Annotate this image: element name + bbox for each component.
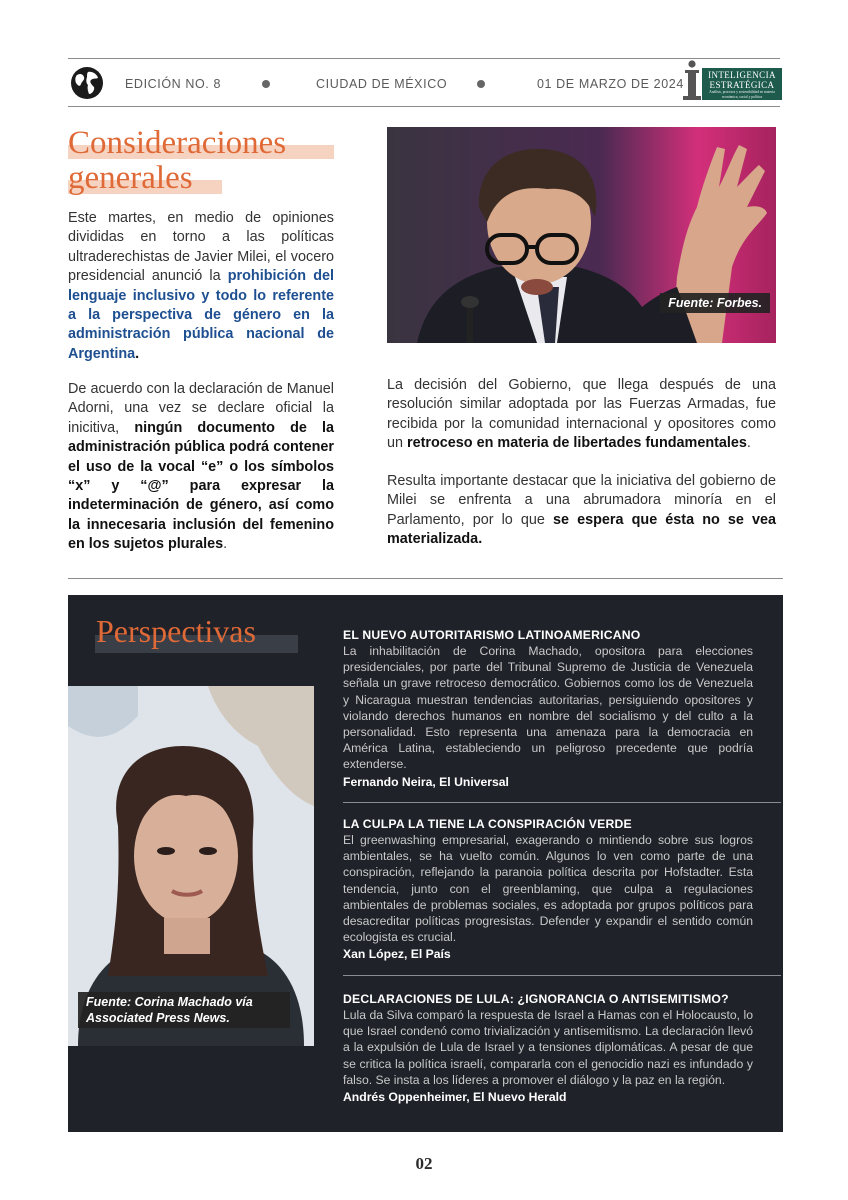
separator-dot [262, 80, 270, 88]
logo-line1: INTELIGENCIA [708, 70, 776, 80]
milei-photo [387, 127, 776, 343]
text-run: . [478, 531, 483, 548]
text-run: De acuerdo con la declaración de Manuel Adorni, una vez se declare oficial la inicitiva, [68, 381, 334, 436]
logo-text-box [702, 68, 782, 100]
title-line-2-text: generales [68, 160, 193, 196]
text-run: Resulta importante destacar que la iniciativa del gobierno de Milei se enfrenta a una abrumadora minoría en el Parlamento, por lo que [387, 473, 776, 528]
city: CIUDAD DE MÉXICO [316, 77, 448, 91]
article-headline: LA CULPA LA TIENE LA CONSPIRACIÓN VERDE [343, 817, 632, 831]
separator-dot [477, 80, 485, 88]
text-run: . [746, 435, 751, 452]
perspectivas-panel [68, 595, 783, 1132]
title-line-1-text: Consideraciones [68, 125, 287, 161]
inteligencia-estrategica-logo [682, 60, 782, 102]
article-body: La inhabilitación de Corina Machado, opositora para elecciones presidenciales, por parte del Tribunal Supremo de Justicia de Venezuela señala un grave retroceso democrático. Gobiernos como los de Venezuela y Nicaragua muestran tendencias autoritarias, persiguiendo opositores y violando derechos humanos en nombre del socialismo y del culto a la personalidad. Esto representa una amenaza para la democracia en América Latina, estableciendo un peligroso precedente que podría extenderse. [343, 644, 753, 772]
declaration-paragraph [68, 380, 334, 555]
article-2 [343, 816, 753, 962]
bold-text: retroceso en materia de libertades fundamentales [407, 435, 747, 452]
title-line-2 [68, 161, 348, 196]
parliament-paragraph [387, 472, 776, 550]
page-number: 02 [415, 1154, 433, 1173]
text-run: . [135, 345, 140, 362]
photo-caption-line1: Fuente: Corina Machado vía [86, 995, 253, 1009]
article-author: Xan López, El País [343, 947, 451, 962]
globe-icon [70, 66, 104, 100]
logo-line2: ESTRATÉGICA [709, 80, 775, 90]
article-1 [343, 627, 753, 790]
section-divider [68, 578, 783, 579]
bold-text: ningún documento de la administración pública podrá contener el uso de la vocal “e” o los símbolos “x” y “@” para expresar la indeterminación de género, así como la innecesaria inclusión del femenino en los sujetos plurales [68, 419, 334, 553]
text-run: Este martes, en medio de opiniones divididas en torno a las políticas ultraderechistas de Javier Milei, el vocero presidencial anunció la [68, 210, 334, 285]
bold-text: se espera que ésta no se vea materializada [387, 511, 776, 548]
article-headline: DECLARACIONES DE LULA: ¿IGNORANCIA O ANTISEMITISMO? [343, 992, 729, 1006]
perspectivas-title: Perspectivas [96, 613, 256, 649]
article-body: Lula da Silva comparó la respuesta de Israel a Hamas con el Holocausto, lo que Israel condenó como trivialización y antisemitismo. La declaración llevó a la expulsión de Lula de Israel y a tensiones diplomáticas. A pesar de que se critica la política israelí, compararla con el genocidio nazi es infundado y falso. Se insta a los líderes a promover el diálogo y la paz en la región. [343, 1008, 753, 1087]
article-divider [343, 975, 781, 976]
intro-paragraph [68, 209, 334, 364]
highlight-text: prohibición del lenguaje inclusivo y todo lo referente a la perspectiva de género en la administración pública nacional de Argentina [68, 268, 334, 362]
photo-caption-line2: Associated Press News. [86, 1011, 230, 1025]
article-3 [343, 991, 753, 1105]
text-run: La decisión del Gobierno, que llega después de una resolución similar adoptada por las Fuerzas Armadas, fue recibida por la comunidad internacional y opositores como un [387, 377, 776, 452]
photo-caption [78, 992, 290, 1028]
article-author: Fernando Neira, El Universal [343, 774, 509, 789]
title-line-1 [68, 126, 348, 161]
logo-tagline: Análisis, procesos y sostenibilidad en materia económica, social y política [709, 90, 775, 99]
article-headline: EL NUEVO AUTORITARISMO LATINOAMERICANO [343, 628, 641, 642]
text-run: . [223, 536, 228, 553]
header-bottom-rule [68, 106, 780, 107]
issue-date: 01 DE MARZO DE 2024 [537, 77, 684, 91]
photo-caption: Fuente: Forbes. [660, 293, 770, 313]
section-title [68, 126, 348, 196]
edition-number: EDICIÓN NO. 8 [125, 77, 222, 91]
corina-machado-photo [68, 686, 314, 1046]
logo-letter-i-icon [682, 60, 702, 102]
article-divider [343, 802, 781, 803]
article-author: Andrés Oppenheimer, El Nuevo Herald [343, 1090, 567, 1105]
reaction-paragraph [387, 376, 776, 454]
header [68, 58, 780, 106]
article-body: El greenwashing empresarial, exagerando o mintiendo sobre sus logros ambientales, se ha vuelto común. Algunos lo ven como parte de una conspiración, reflejando la paranoia política descrita por Hofstadter. Esta tendencia, junto con el greenblaming, que culpa a regulaciones ambientales de problemas sociales, es adoptada por grupos políticos para desacreditar políticas progresistas. Defender y expandir el sentido común ecologista es crucial. [343, 833, 753, 945]
